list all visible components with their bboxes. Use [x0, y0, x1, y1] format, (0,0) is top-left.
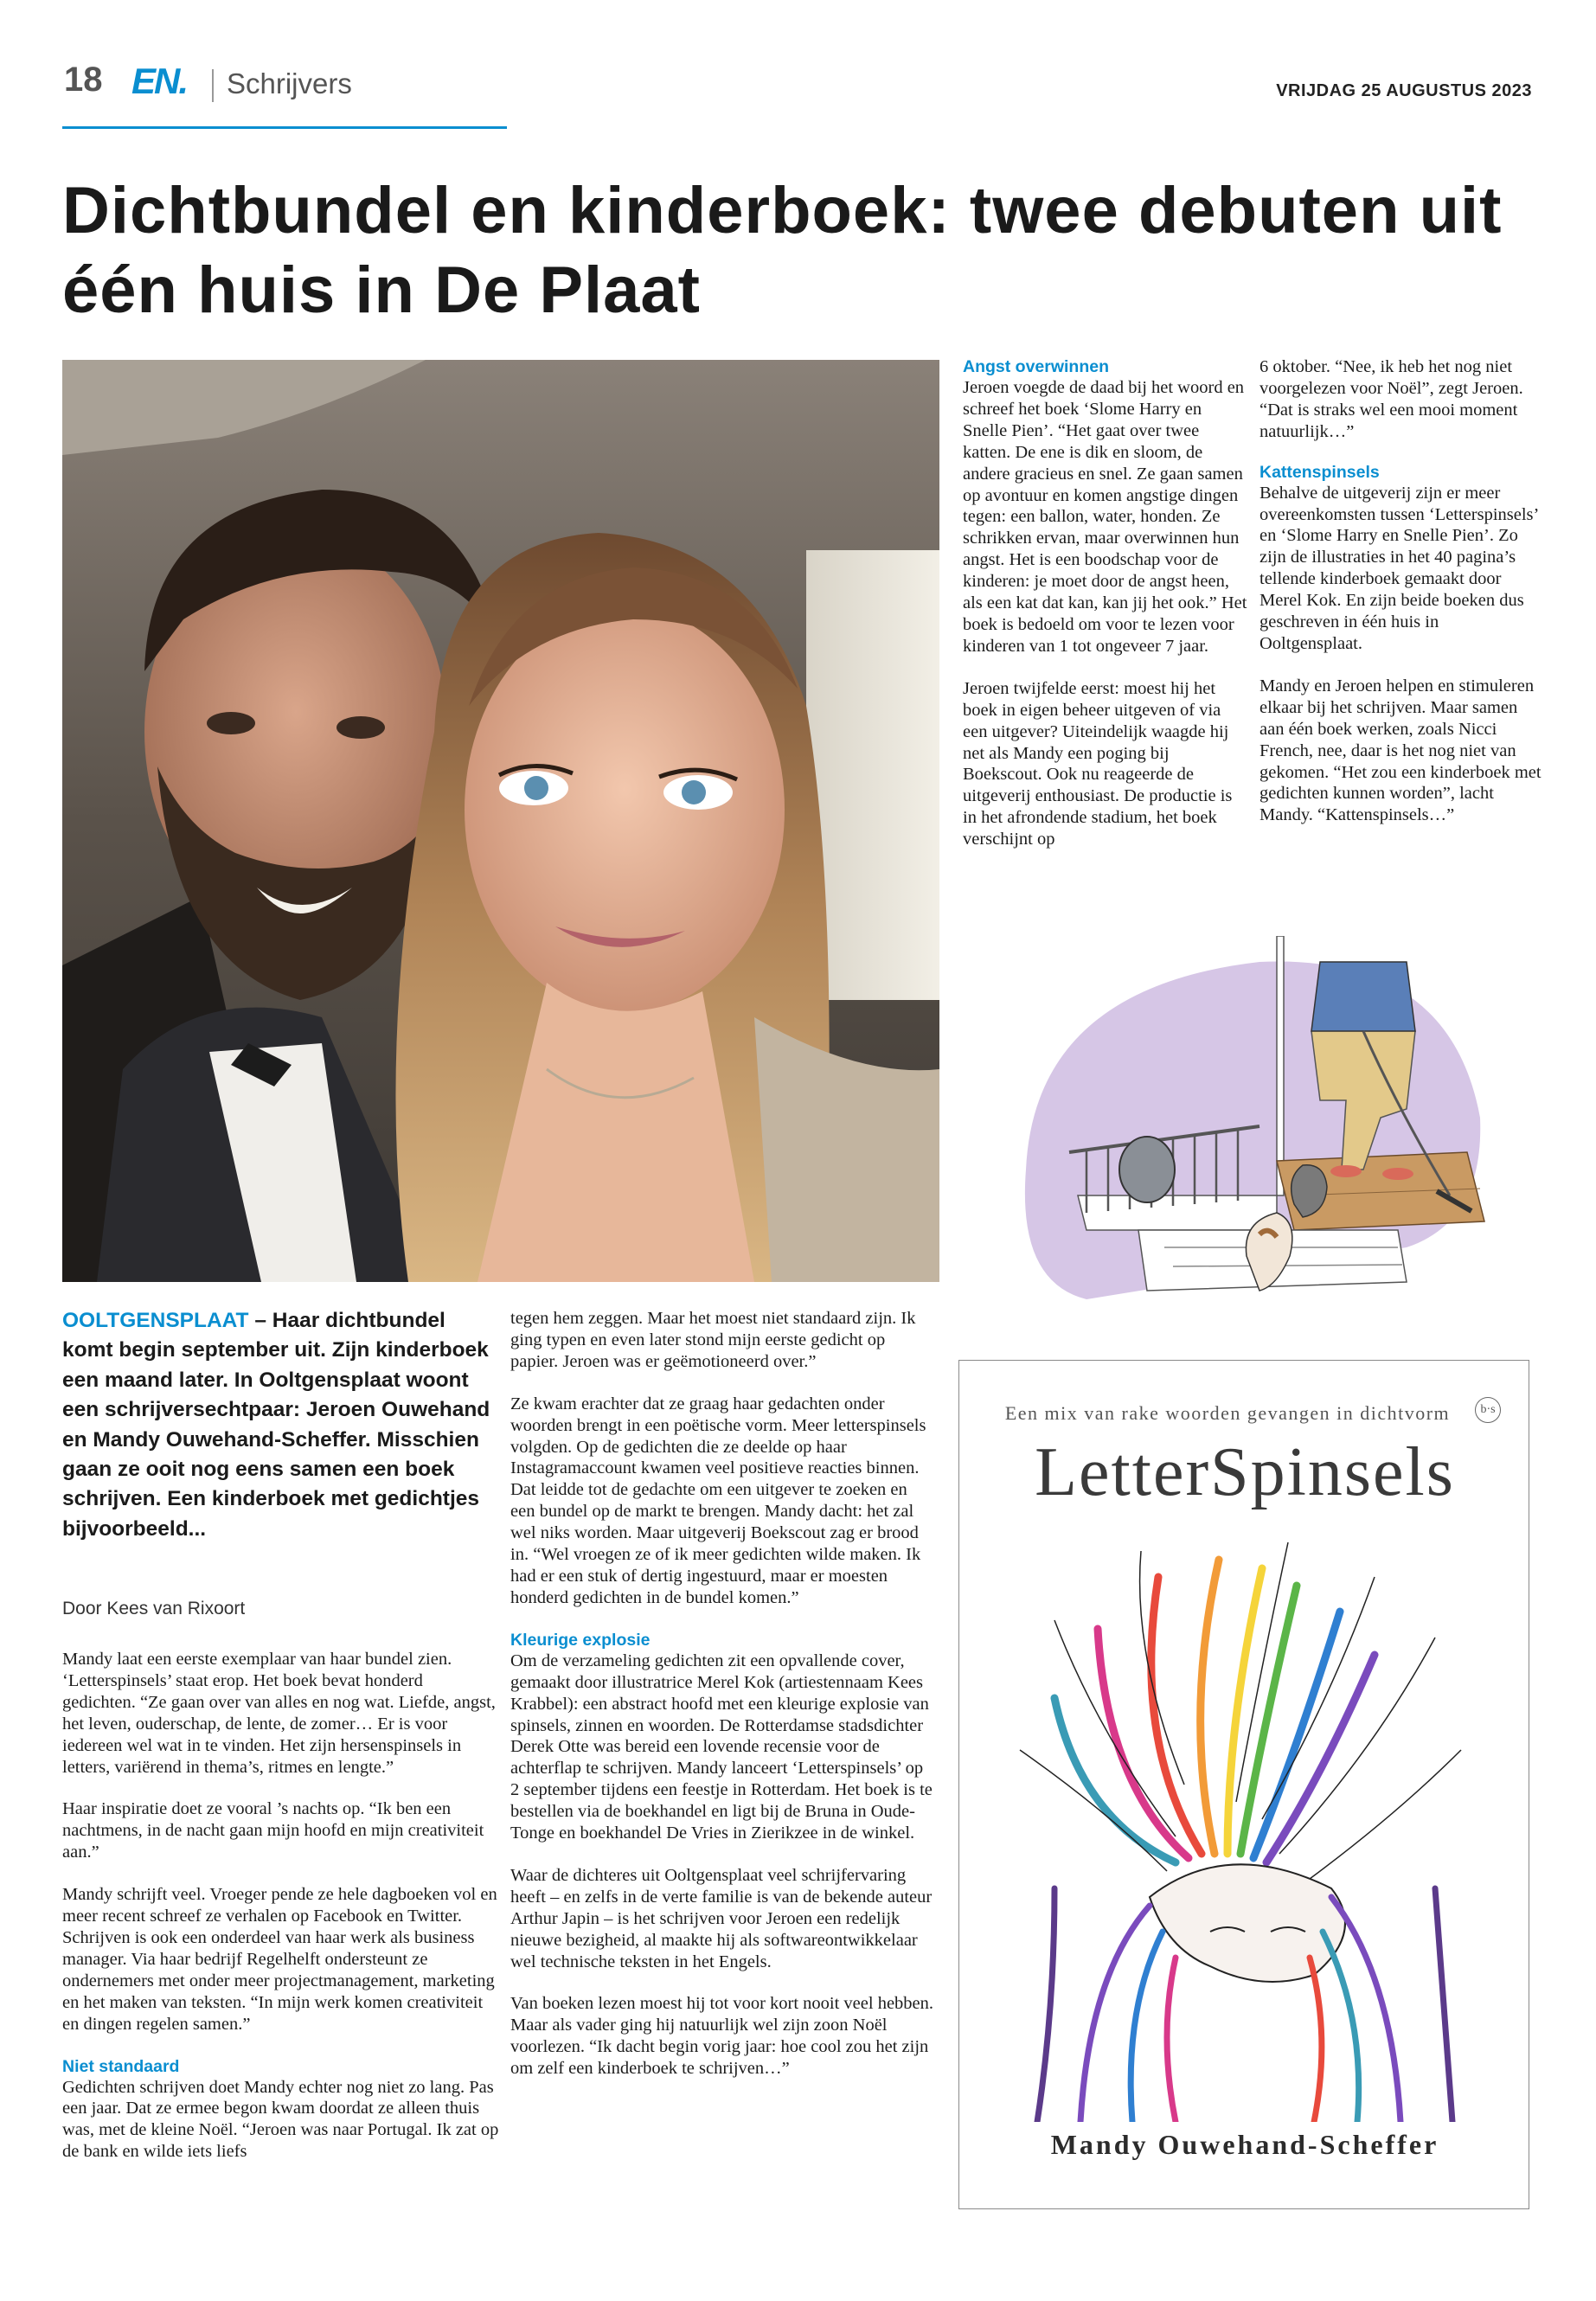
paragraph: Haar inspiratie doet ze vooral ’s nachts op. “Ik ben een nachtmens, in de nacht gaan mijn hoofd en mijn creativiteit aan.” — [62, 1799, 484, 1862]
book-cover — [958, 1360, 1529, 2209]
paragraph: tegen hem zeggen. Maar het moest niet standaard zijn. Ik ging typen en even later stond mijn eerste gedicht op papier. Jeroen was er geëmotioneerd over.” — [510, 1309, 916, 1371]
paragraph: Waar de dichteres uit Ooltgensplaat veel schrijfervaring heeft – en zelfs in de verte familie is van de bekende auteur Arthur Japin – is het schrijven voor Jeroen een redelijk nieuwe bezigheid, al maakte hij als softwareontwikkelaar wel technische teksten in het Engels. — [510, 1865, 933, 1971]
dateline-location: OOLTGENSPLAAT — [62, 1309, 249, 1332]
section-title: Schrijvers — [227, 67, 352, 99]
illustration-drawing — [1000, 936, 1490, 1351]
column-left-bottom — [62, 1649, 499, 2163]
column-middle-bottom — [510, 1308, 934, 2080]
paragraph: Mandy schrijft veel. Vroeger pende ze hele dagboeken vol en meer recent schreef ze verhalen op Facebook en Twitter. Schrijven is ook een onderdeel van haar werk als business manager. Via haar bedrijf Regelhelft ondersteunt ze ondernemers met onder meer projectmanagement, marketing en het maken van teksten. “In mijn werk komen creativiteit en dingen regelen samen.” — [62, 1885, 497, 2034]
cover-artwork — [1003, 1525, 1487, 2122]
subheading-kleurige-explosie: Kleurige explosie — [510, 1630, 651, 1650]
kinderboek-illustration — [1000, 936, 1490, 1351]
paragraph: Gedichten schrijven doet Mandy echter nog niet zo lang. Pas een jaar. Dat ze ermee begon kwam doordat ze alleen thuis was, met de kleine Noël. “Jeroen was naar Portugal. Ik zat op de bank en wilde iets liefs — [62, 2077, 499, 2162]
paragraph: Jeroen voegde de daad bij het woord en schreef het boek ‘Slome Harry en Snelle Pien’. “Het gaat over twee katten. De ene is dik en sloom, de andere gracieus en snel. Ze gaan samen op avontuur en komen angstige dingen tegen: een ballon, water, honden. Ze schrikken ervan, maar overwinnen hun angst. Het is een boodschap voor de kinderen: je moet door de angst heen, als een kat dat kan, kan jij het ook.” Het boek is bedoeld om voor te lezen voor kinderen van 1 tot ongeveer 7 jaar. — [963, 378, 1247, 656]
paragraph: Van boeken lezen moest hij tot voor kort nooit veel hebben. Maar als vader ging hij natuurlijk wel zijn zoon Noël voorlezen. “Ik dacht begin vorig jaar: hoe cool zou het zijn om zelf een kinderboek te schrijven…” — [510, 1994, 934, 2079]
subheading-angst-overwinnen: Angst overwinnen — [963, 357, 1110, 376]
paragraph: Behalve de uitgeverij zijn er meer overeenkomsten tussen ‘Letterspinsels’ en ‘Slome Harry en Snelle Pien’. Zo zijn de illustraties in het 40 pagina’s tellende kinderboek gemaakt door Merel Kok. En zijn beide boeken dus geschreven in één huis in Ooltgensplaat. — [1259, 483, 1538, 653]
paragraph: Om de verzameling gedichten zit een opvallende cover, gemaakt door illustratrice Merel Kok (artiestennaam Kees Krabbel): een abstract hoofd met een kleurige explosie van spinsels, zinnen en woorden. De Rotterdamse stadsdichter Derek Otte was bereid een lovende recensie voor de achterflap te schrijven. Mandy lanceert ‘Letterspinsels’ op 2 september tijdens een feestje in Rotterdam. Het boek is te bestellen via de boekhandel en ligt bij de Bruna in Oude-Tonge en boekhandel De Vries in Zierikzee in de winkel. — [510, 1650, 933, 1843]
issue-date: VRIJDAG 25 AUGUSTUS 2023 — [1276, 81, 1532, 100]
publisher-mark: b·s — [1475, 1397, 1501, 1423]
subheading-kattenspinsels: Kattenspinsels — [1259, 462, 1380, 482]
header-rule — [62, 126, 507, 129]
article-headline: Dichtbundel en kinderboek: twee debuten uit één huis in De Plaat — [62, 174, 1503, 327]
book-title: LetterSpinsels — [1035, 1434, 1455, 1510]
column-right-top-2 — [1259, 356, 1545, 826]
subheading-niet-standaard: Niet standaard — [62, 2056, 180, 2076]
paragraph: Mandy laat een eerste exemplaar van haar bundel zien. ‘Letterspinsels’ staat erop. Het boek bevat honderd gedichten. “Ze gaan over van alles en nog wat. Liefde, angst, het leven, ouderschap, de lente, de zomer… Er is voor iedereen wel wat in te vinden. Het zijn hersenspinsels in letters, variërend in thema’s, ritmes en lengte.” — [62, 1650, 496, 1777]
paragraph: Mandy en Jeroen helpen en stimuleren elkaar bij het schrijven. Maar samen aan één boek werken, zoals Nicci French, nee, daar is het nog niet van gekomen. “Het zou een kinderboek met gedichten kunnen worden”, lacht Mandy. “Kattenspinsels…” — [1259, 676, 1542, 825]
photo-illustration — [62, 360, 939, 1282]
page-number: 18 — [64, 61, 103, 99]
header-divider — [212, 69, 214, 102]
couple-photo — [62, 360, 939, 1282]
intro-text: – Haar dichtbundel komt begin september uit. Zijn kinderboek een maand later. In Ooltgensplaat woont een schrijversechtpaar: Jeroen Ouwehand en Mandy Ouwehand-Scheffer. Misschien gaan ze ooit nog eens samen een boek schrijven. Een kinderboek met gedichtjes bijvoorbeeld... — [62, 1309, 490, 1541]
article-intro — [62, 1306, 499, 1544]
book-tagline: Een mix van rake woorden gevangen in dichtvorm — [1004, 1402, 1451, 1424]
byline: Door Kees van Rixoort — [62, 1599, 246, 1618]
column-right-top-1 — [963, 356, 1248, 850]
book-author: Mandy Ouwehand-Scheffer — [1050, 2129, 1439, 2160]
paragraph: Ze kwam erachter dat ze graag haar gedachten onder woorden brengt in een poëtische vorm. Meer letterspinsels volgden. Op de gedichten die ze deelde op haar Instagramaccount kwamen veel positieve reacties binnen. Dat leidde tot de gedachte om een uitgever te zoeken en een bundel op de markt te brengen. Mandy dacht: het zal wel niks worden. Maar uitgeverij Boekscout zag er brood in. “Wel vroegen ze of ik meer gedichten wilde maken. Ik had er een stuk of dertig ingestuurd, maar er moesten honderd gedichten in de bundel komen.” — [510, 1394, 926, 1607]
newspaper-logo: EN. — [131, 61, 188, 101]
paragraph: Jeroen twijfelde eerst: moest hij het boek in eigen beheer uitgeven of via een uitgever? Uiteindelijk waagde hij net als Mandy een poging bij Boekscout. Ook nu reageerde de uitgeverij enthousiast. De productie is in het afrondende stadium, het boek verschijnt op — [963, 678, 1233, 849]
paragraph: 6 oktober. “Nee, ik heb het nog niet voorgelezen voor Noël”, zegt Jeroen. “Dat is straks wel een mooi moment natuurlijk…” — [1259, 357, 1523, 441]
